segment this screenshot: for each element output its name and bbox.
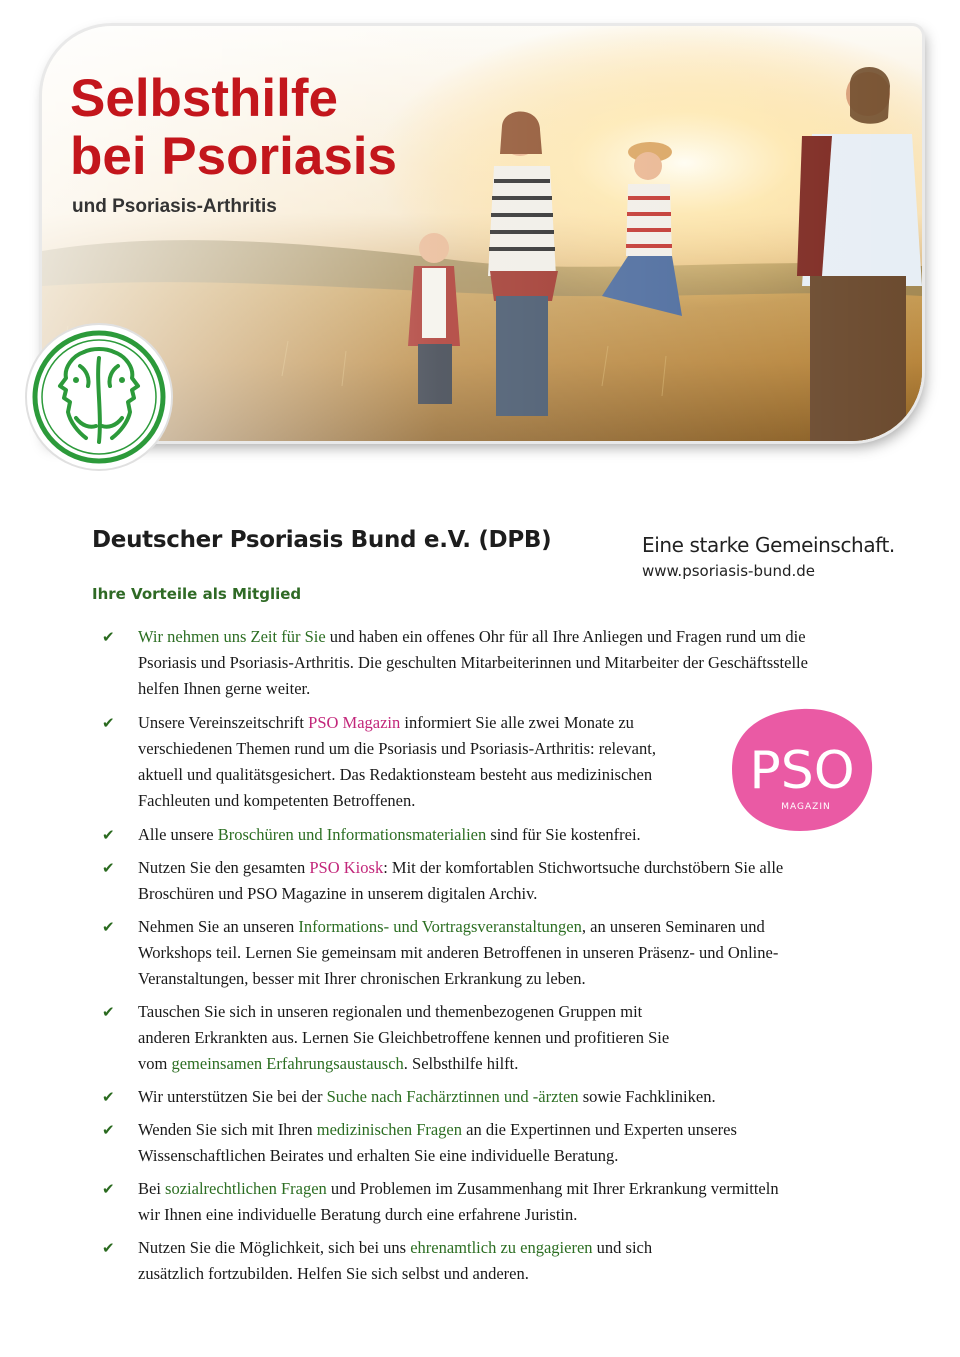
- list-item: ✔ Nutzen Sie den gesamten PSO Kiosk: Mit der komfortablen Stichwortsuche durchstöbern Sie alle Broschüren und PSO Magazine in unserem digitalen Archiv.: [100, 855, 840, 907]
- checkmark-icon: ✔: [102, 1239, 115, 1257]
- dpb-janus-logo-icon: [24, 322, 174, 472]
- list-item: ✔ Wir nehmen uns Zeit für Sie und haben ein offenes Ohr für all Ihre Anliegen und Fragen rund um die Psoriasis und Psoriasis-Arthritis. Die geschulten Mitarbeiterinnen und Mitarbeiter der Geschäftsstelle helfen Ihnen gerne weiter.: [100, 624, 840, 702]
- slogan: Eine starke Gemeinschaft.: [642, 533, 895, 557]
- checkmark-icon: ✔: [102, 714, 115, 732]
- list-item: ✔ Wenden Sie sich mit Ihren medizinischen Fragen an die Expertinnen und Experten unseres Wissenschaftlichen Beirates und erhalten Sie eine individuelle Beratung.: [100, 1117, 840, 1169]
- checkmark-icon: ✔: [102, 1180, 115, 1198]
- checkmark-icon: ✔: [102, 1121, 115, 1139]
- list-item: ✔ Unsere Vereinszeitschrift PSO Magazin informiert Sie alle zwei Monate zu verschiedenen Themen rund um die Psoriasis und Psoriasis-Arthritis: relevant, aktuell und qualitätsgesichert. Das Redaktionsteam besteht aus medizinischen Fachleuten und kompetenten Betroffenen.: [100, 710, 840, 814]
- hero-banner: [42, 26, 922, 441]
- list-item: ✔ Alle unsere Broschüren und Informationsmaterialien sind für Sie kostenfrei.: [100, 822, 840, 848]
- list-item: ✔ Nehmen Sie an unseren Informations- und Vortragsveranstaltungen, an unseren Seminaren und Workshops teil. Lernen Sie gemeinsam mit anderen Betroffenen in unseren Präsenz- und Online-Veranstaltungen, besser mit Ihrer chronischen Erkrankung zu leben.: [100, 914, 840, 992]
- pso-logo-subtext: MAGAZIN: [781, 802, 831, 812]
- list-item: ✔ Nutzen Sie die Möglichkeit, sich bei uns ehrenamtlich zu engagieren und sich zusätzlich fortzubilden. Helfen Sie sich selbst und anderen.: [100, 1235, 840, 1287]
- pso-logo-text: PSO: [749, 741, 855, 801]
- checkmark-icon: ✔: [102, 918, 115, 936]
- list-item: ✔ Bei sozialrechtlichen Fragen und Problemen im Zusammenhang mit Ihrer Erkrankung vermitteln wir Ihnen eine individuelle Beratung durch eine erfahrene Juristin.: [100, 1176, 840, 1228]
- list-item: ✔ Tauschen Sie sich in unseren regionalen und themenbezogenen Gruppen mit anderen Erkrankten aus. Lernen Sie Gleichbetroffene kennen und profitieren Sie vom gemeinsamen Erfahrungsaustausch. Selbsthilfe hilft.: [100, 999, 840, 1077]
- pso-magazin-logo-icon: [728, 705, 876, 835]
- checkmark-icon: ✔: [102, 859, 115, 877]
- website-link[interactable]: www.psoriasis-bund.de: [642, 562, 816, 580]
- hero-title: Selbsthilfe bei Psoriasis: [70, 69, 398, 186]
- checkmark-icon: ✔: [102, 1003, 115, 1021]
- list-item: ✔ Wir unterstützen Sie bei der Suche nach Fachärztinnen und -ärzten sowie Fachkliniken.: [100, 1084, 840, 1110]
- checkmark-icon: ✔: [102, 1088, 115, 1106]
- checkmark-icon: ✔: [102, 628, 115, 646]
- organization-name: Deutscher Psoriasis Bund e.V. (DPB): [92, 527, 552, 553]
- hero-subtitle: und Psoriasis-Arthritis: [72, 196, 277, 217]
- checkmark-icon: ✔: [102, 826, 115, 844]
- section-heading: Ihre Vorteile als Mitglied: [92, 585, 302, 603]
